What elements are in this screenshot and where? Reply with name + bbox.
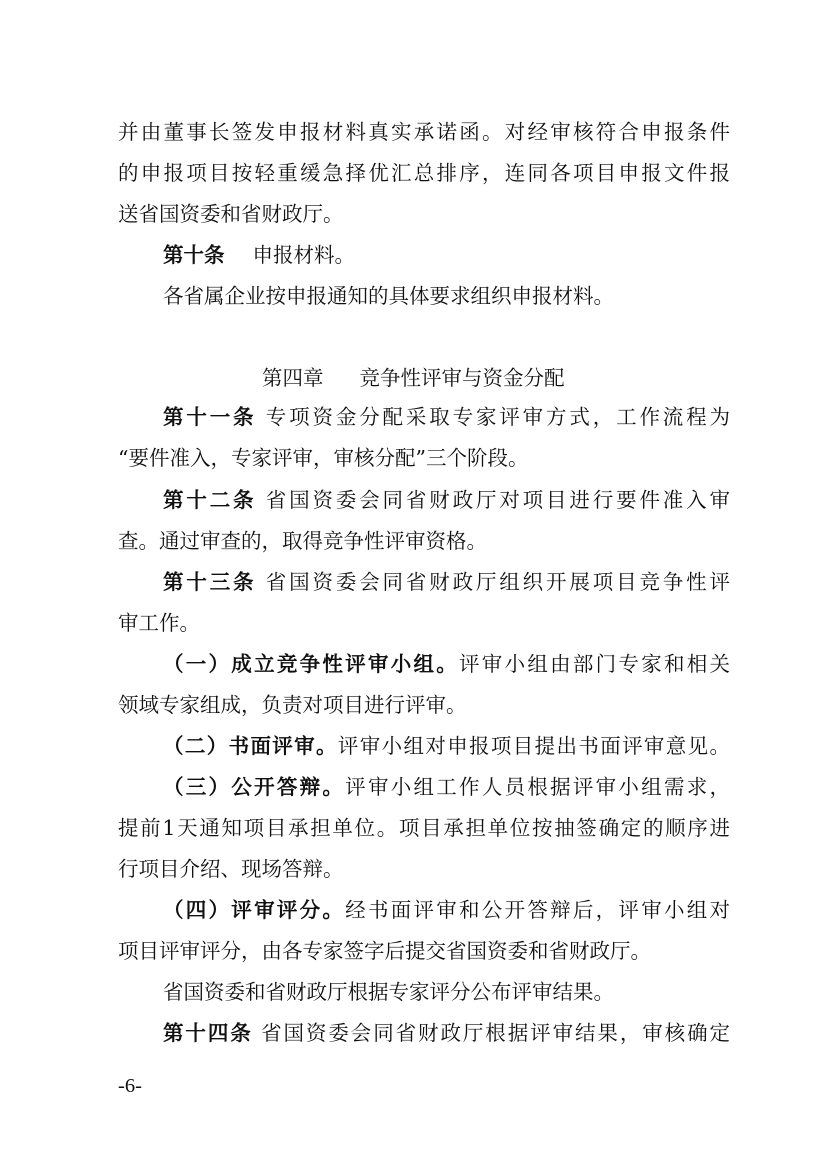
article-text: 申报材料。 bbox=[252, 243, 355, 267]
article-text: 专项资金分配采取专家评审方式，工作流程为 bbox=[265, 405, 731, 429]
paragraph-line: 审工作。 bbox=[118, 611, 200, 635]
item-heading: （三）公开答辩。 bbox=[163, 775, 346, 799]
item-text: 评审小组工作人员根据评审小组需求， bbox=[345, 775, 731, 799]
item-2 bbox=[163, 732, 730, 760]
paragraph-line: 查。通过审查的，取得竞争性评审资格。 bbox=[118, 529, 487, 553]
item-heading: （二）书面评审。 bbox=[163, 734, 338, 758]
article-text: 省国资委会同省财政厅组织开展项目竞争性评 bbox=[265, 570, 731, 594]
paragraph-line: 省国资委和省财政厅根据专家评分公布评审结果。 bbox=[163, 980, 614, 1004]
article-heading: 第十四条 bbox=[163, 1021, 253, 1045]
paragraph-line: 并由董事长签发申报材料真实承诺函。对经审核符合申报条件 bbox=[118, 120, 730, 144]
article-14 bbox=[163, 1019, 730, 1047]
paragraph-line: 的申报项目按轻重缓急择优汇总排序，连同各项目申报文件报 bbox=[118, 161, 730, 185]
article-heading: 第十条 bbox=[163, 243, 225, 267]
article-heading: 第十三条 bbox=[163, 570, 257, 594]
item-4 bbox=[163, 896, 730, 924]
article-text: 省国资委会同省财政厅对项目进行要件准入审 bbox=[265, 488, 731, 512]
paragraph-line: 送省国资委和省财政厅。 bbox=[118, 202, 344, 226]
paragraph-line: “要件准入，专家评审，审核分配”三个阶段。 bbox=[118, 446, 529, 470]
chapter-title bbox=[262, 364, 592, 392]
article-heading: 第十一条 bbox=[163, 405, 257, 429]
item-text: 评审小组对申报项目提出书面评审意见。 bbox=[337, 734, 731, 758]
article-10 bbox=[163, 241, 730, 269]
chapter-name: 竞争性评审与资金分配 bbox=[359, 366, 565, 390]
page-number: -6- bbox=[118, 1075, 142, 1097]
item-heading: （一）成立竞争性评审小组。 bbox=[163, 652, 460, 676]
article-13 bbox=[163, 568, 730, 596]
item-1 bbox=[163, 650, 730, 678]
chapter-number: 第四章 bbox=[262, 366, 324, 390]
item-heading: （四）评审评分。 bbox=[163, 898, 346, 922]
item-text: 经书面评审和公开答辩后，评审小组对 bbox=[345, 898, 731, 922]
article-12 bbox=[163, 486, 730, 514]
paragraph-line: 行项目介绍、现场答辩。 bbox=[118, 857, 344, 881]
paragraph-line: 领域专家组成，负责对项目进行评审。 bbox=[118, 693, 467, 717]
paragraph-line: 项目评审评分，由各专家签字后提交省国资委和省财政厅。 bbox=[118, 939, 651, 963]
paragraph-line: 各省属企业按申报通知的具体要求组织申报材料。 bbox=[163, 284, 614, 308]
article-text: 省国资委会同省财政厅根据评审结果，审核确定 bbox=[261, 1021, 730, 1045]
item-text: 评审小组由部门专家和相关 bbox=[459, 652, 731, 676]
paragraph-line: 提前1天通知项目承担单位。项目承担单位按抽签确定的顺序进 bbox=[118, 816, 730, 840]
article-11 bbox=[163, 403, 730, 431]
article-heading: 第十二条 bbox=[163, 488, 257, 512]
item-3 bbox=[163, 773, 730, 801]
